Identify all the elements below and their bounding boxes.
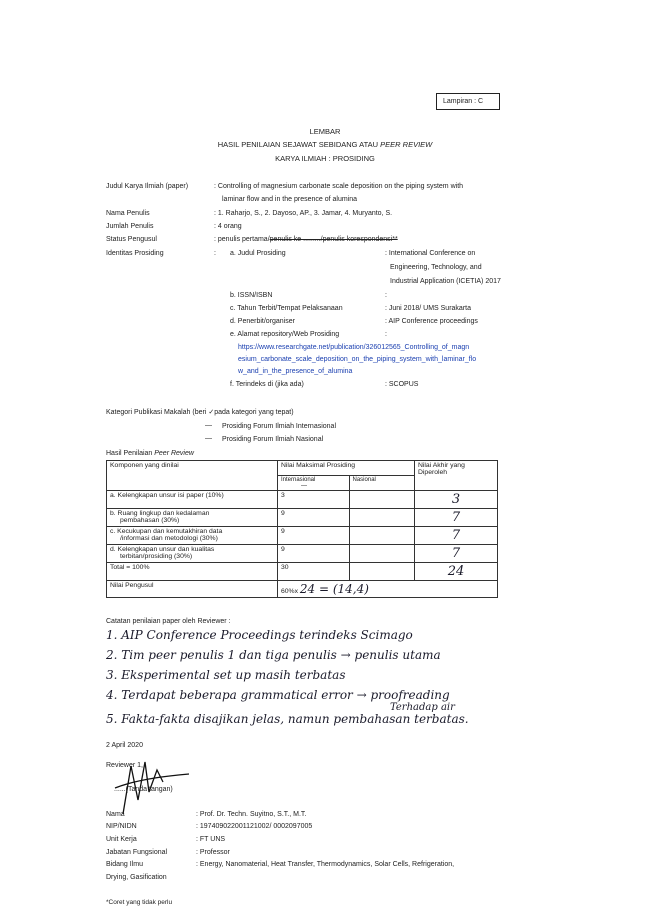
lampiran-label: Lampiran : C	[443, 98, 484, 105]
identitas-colon: :	[214, 250, 216, 257]
row-d-akhir: 7	[415, 545, 498, 563]
date: 2 April 2020	[106, 742, 143, 749]
catatan-line-5: 5. Fakta-fakta disajikan jelas, namun pembahasan terbatas.	[106, 712, 469, 726]
heading-line3: KARYA ILMIAH : PROSIDING	[275, 154, 375, 163]
lampiran-box	[436, 93, 500, 110]
row-d-max: 9	[278, 545, 350, 563]
table-row	[107, 527, 498, 545]
total-max: 30	[278, 563, 350, 581]
table-row	[107, 509, 498, 527]
row-d-komponen-1: d. Kelengkapan unsur dan kualitas	[110, 546, 215, 553]
f-label: f. Terindeks di (jika ada)	[230, 381, 304, 388]
row-b-komponen-1: b. Ruang lingkup dan kedalaman	[110, 510, 210, 517]
reviewer-jabatan-value: : Professor	[196, 849, 230, 856]
row-c-akhir: 7	[415, 527, 498, 545]
f-value: : SCOPUS	[385, 381, 419, 388]
hasil-label-text: Hasil Penilaian	[106, 450, 155, 457]
repository-link-1[interactable]: https://www.researchgate.net/publication/326012565_Controlling_of_magn	[238, 344, 470, 351]
table-row	[107, 545, 498, 563]
reviewer-jabatan-label: Jabatan Fungsional	[106, 849, 168, 856]
status-value-prefix: : penulis pertama/	[214, 236, 270, 243]
score-table	[106, 460, 498, 598]
row-b-komponen	[107, 509, 278, 527]
pengusul-label: Nilai Pengusul	[107, 581, 278, 598]
reviewer-label: Reviewer 1,	[106, 762, 143, 769]
footnote: *Coret yang tidak perlu	[106, 899, 173, 906]
row-d-komponen	[107, 545, 278, 563]
reviewer-unit-label: Unit Kerja	[106, 836, 137, 843]
total-akhir: 24	[415, 563, 498, 581]
kategori-label: Kategori Publikasi Makalah (beri ✓pada kategori yang tepat)	[106, 409, 294, 416]
row-d-komponen-2: terbitan/prosiding (30%)	[120, 553, 193, 560]
catatan-label: Catatan penilaian paper oleh Reviewer :	[106, 618, 231, 625]
row-a-komponen: a. Kelengkapan unsur isi paper (10%)	[107, 491, 278, 509]
status-value-strike: penulis ke ........./penulis korespondensi**	[269, 236, 398, 243]
row-b-max: 9	[278, 509, 350, 527]
identitas-label: Identitas Prosiding	[106, 250, 164, 257]
heading-line1: LEMBAR	[309, 127, 341, 136]
nama-value: : 1. Raharjo, S., 2. Dayoso, AP., 3. Jamar, 4. Muryanto, S.	[214, 210, 393, 217]
row-c-max: 9	[278, 527, 350, 545]
kategori-opt2-box: —	[205, 435, 212, 442]
d-value: : AIP Conference proceedings	[385, 318, 478, 325]
reviewer-nama-label: Nama	[106, 811, 125, 818]
table-row	[107, 491, 498, 509]
table-pengusul-row	[107, 581, 498, 598]
catatan-extra: Terhadap air	[390, 702, 455, 713]
heading-line2	[0, 140, 650, 149]
header-internasional-check: —	[301, 483, 307, 489]
d-label: d. Penerbit/organiser	[230, 318, 295, 325]
e-label: e. Alamat repository/Web Prosiding	[230, 331, 340, 338]
catatan-line-1: 1. AIP Conference Proceedings terindeks Scimago	[106, 628, 413, 642]
header-nilai-max: Nilai Maksimal Prosiding	[278, 461, 415, 476]
hasil-label	[106, 450, 194, 457]
jumlah-value: : 4 orang	[214, 223, 242, 230]
row-c-komponen	[107, 527, 278, 545]
judul-label: Judul Karya Ilmiah (paper)	[106, 183, 189, 190]
total-nasional	[349, 563, 414, 581]
reviewer-nip-value: : 197409022001121002/ 0002097005	[196, 823, 313, 830]
table-header-row	[107, 461, 498, 476]
kategori-opt1: Prosiding Forum Ilmiah Internasional	[222, 423, 336, 430]
repository-link-3[interactable]: w_and_in_the_presence_of_alumina	[238, 368, 353, 375]
heading-line2-text: HASIL PENILAIAN SEJAWAT SEBIDANG ATAU	[217, 140, 381, 149]
header-komponen: Komponen yang dinilai	[107, 461, 278, 491]
hasil-label-italic: Peer Review	[154, 450, 194, 457]
judul-value-2: laminar flow and in the presence of alumina	[222, 196, 358, 203]
row-c-nasional	[349, 527, 414, 545]
b-label: b. ISSN/ISBN	[230, 292, 273, 299]
header-akhir	[415, 461, 498, 491]
kategori-opt1-box: —	[205, 422, 212, 429]
reviewer-bidang-value: : Energy, Nanomaterial, Heat Transfer, Thermodynamics, Solar Cells, Refrigeration,	[196, 861, 455, 868]
row-b-komponen-2: pembahasan (30%)	[120, 517, 180, 524]
row-c-komponen-2: /informasi dan metodologi (30%)	[120, 535, 218, 542]
jumlah-label: Jumlah Penulis	[106, 223, 154, 230]
status-label: Status Pengusul	[106, 236, 157, 243]
row-b-akhir: 7	[415, 509, 498, 527]
nama-label: Nama Penulis	[106, 210, 150, 217]
e-value: :	[385, 331, 387, 338]
row-a-nasional	[349, 491, 414, 509]
c-value: : Juni 2018/ UMS Surakarta	[385, 305, 471, 312]
row-c-komponen-1: c. Kecukupan dan kemutakhiran data	[110, 528, 223, 535]
header-internasional	[278, 476, 350, 491]
b-value: :	[385, 292, 387, 299]
header-akhir-2: Diperoleh	[418, 469, 448, 476]
row-a-max: 3	[278, 491, 350, 509]
catatan-line-2: 2. Tim peer penulis 1 dan tiga penulis → penulis utama	[106, 648, 441, 662]
pengusul-hand: 24 = (14,4)	[299, 582, 369, 596]
reviewer-nip-label: NIP/NIDN	[106, 823, 137, 830]
row-b-nasional	[349, 509, 414, 527]
header-nasional: Nasional	[349, 476, 414, 491]
c-label: c. Tahun Terbit/Tempat Pelaksanaan	[230, 305, 343, 312]
row-d-nasional	[349, 545, 414, 563]
reviewer-unit-value: : FT UNS	[196, 836, 226, 843]
header-akhir-1: Nilai Akhir yang	[418, 462, 465, 469]
a-value-3: Industrial Application (ICETIA) 2017	[390, 278, 501, 285]
a-value-1: : International Conference on	[385, 250, 476, 257]
ttd-label: ......(Tanda tangan)	[114, 786, 173, 793]
header-internasional-text: Internasional	[281, 477, 316, 483]
reviewer-nama-value: : Prof. Dr. Techn. Suyitno, S.T., M.T.	[196, 811, 307, 818]
pengusul-value	[278, 581, 498, 598]
catatan-line-3: 3. Eksperimental set up masih terbatas	[106, 668, 346, 682]
reviewer-bidang-label: Bidang Ilmu	[106, 861, 143, 868]
table-total-row	[107, 563, 498, 581]
kategori-opt2: Prosiding Forum Ilmiah Nasional	[222, 436, 324, 443]
a-label: a. Judul Prosiding	[230, 250, 286, 257]
heading-line2-italic: PEER REVIEW	[380, 140, 433, 149]
row-a-akhir: 3	[415, 491, 498, 509]
status-value	[214, 236, 398, 243]
judul-value-1: : Controlling of magnesium carbonate scale deposition on the piping system with	[214, 183, 464, 190]
a-value-2: Engineering, Technology, and	[390, 264, 482, 271]
catatan-line-4: 4. Terdapat beberapa grammatical error → proofreading	[106, 688, 450, 702]
pengusul-max: 60%x	[281, 588, 299, 595]
reviewer-bidang-value-2: Drying, Gasification	[106, 874, 167, 881]
repository-link-2[interactable]: esium_carbonate_scale_deposition_on_the_piping_system_with_laminar_flo	[238, 356, 477, 363]
total-label: Total = 100%	[107, 563, 278, 581]
